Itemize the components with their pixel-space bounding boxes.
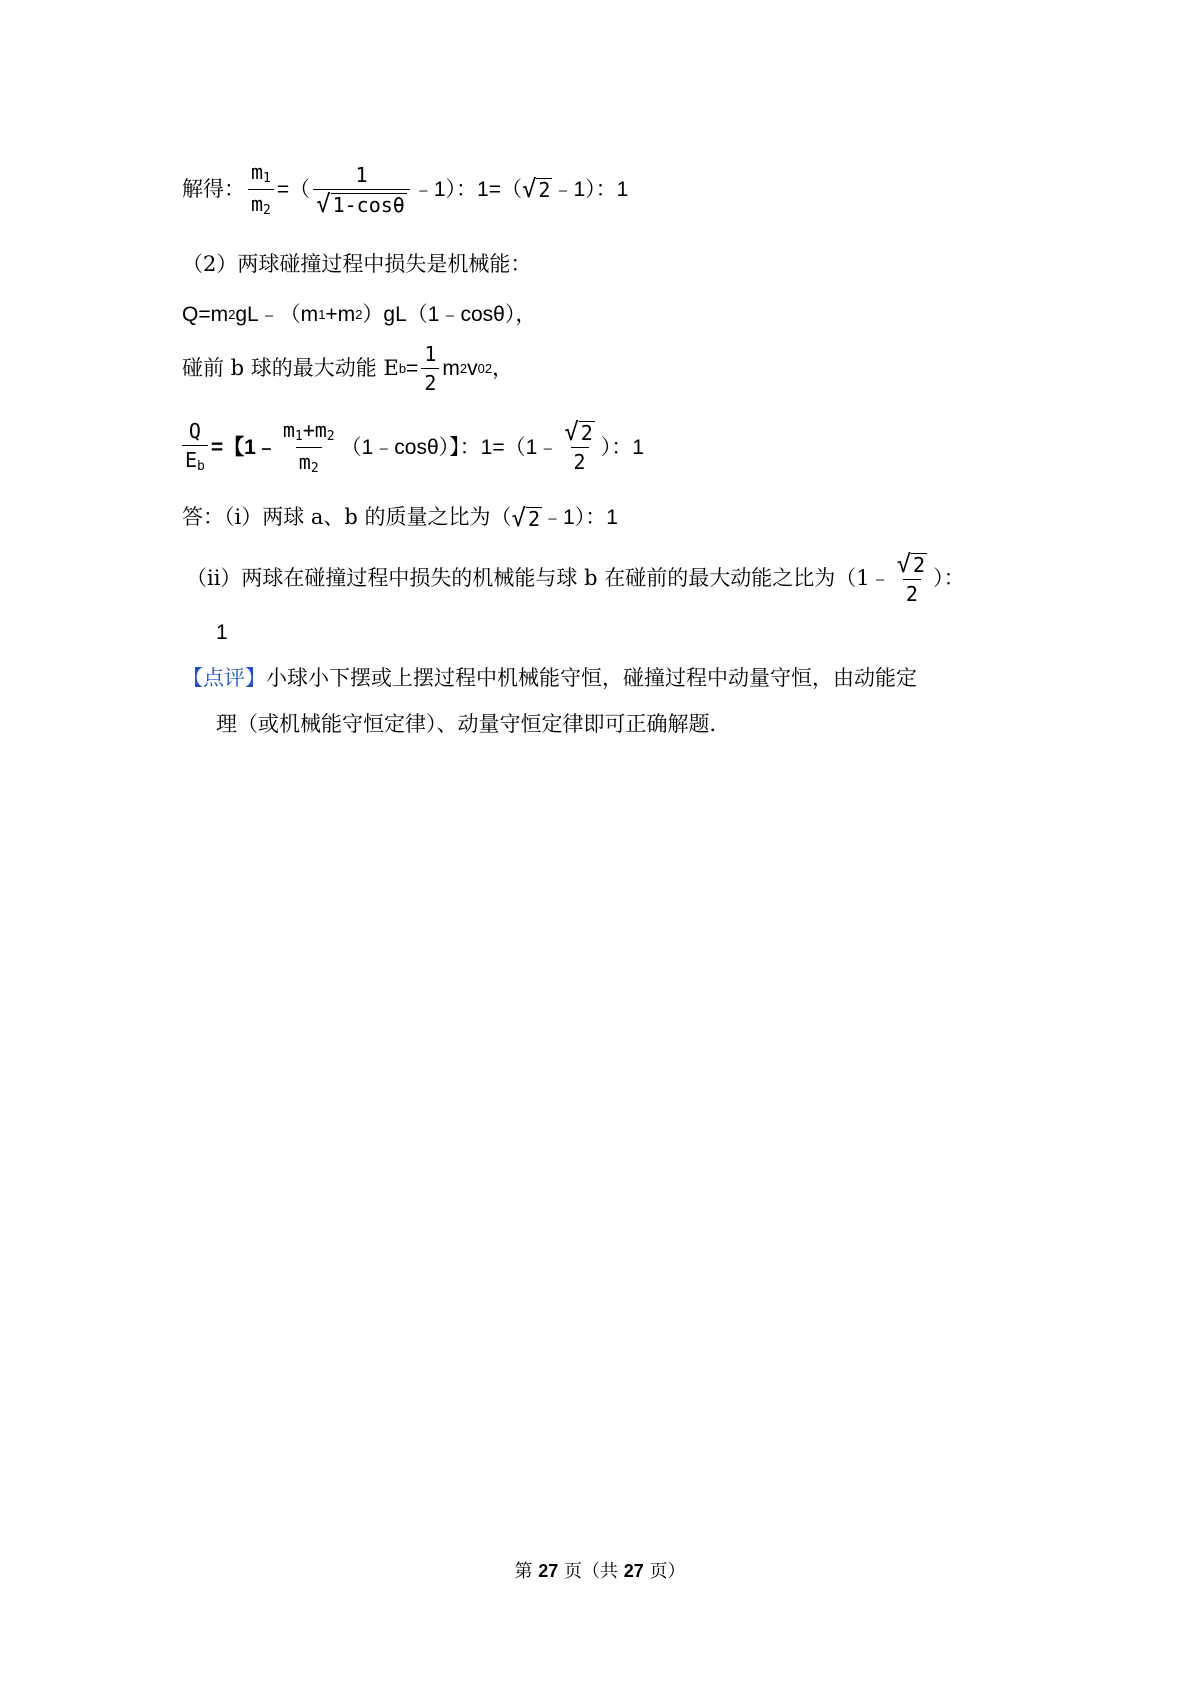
text: 页） xyxy=(643,1561,686,1582)
fraction-q-eb xyxy=(182,419,208,475)
text: 1 xyxy=(318,306,326,322)
text: =（ xyxy=(276,177,311,201)
text: 小球小下摆或上摆过程中机械能守恒，碰撞过程中动量守恒，由动能定 xyxy=(266,666,917,690)
total-pages: 27 xyxy=(623,1561,644,1581)
text: 2 xyxy=(484,360,493,376)
fraction-sqrt2-over-2: √ 2 2 xyxy=(564,418,593,475)
text: 2 xyxy=(527,506,541,531)
text: （1﹣cosθ）】：1=（1﹣ xyxy=(340,435,559,459)
text: 2 xyxy=(903,579,921,606)
fraction-mass-sum xyxy=(280,418,338,476)
text: 理（或机械能守恒定律）、动量守恒定律即可正确解题． xyxy=(216,712,731,736)
text: 碰前 b 球的最大动能 E xyxy=(182,355,399,380)
text: 2 xyxy=(263,202,271,218)
text: ）：1 xyxy=(600,435,644,459)
text: m xyxy=(251,160,264,184)
sqrt-2: √ 2 xyxy=(511,503,541,532)
text: +m xyxy=(325,303,356,326)
solution-line-1 xyxy=(182,160,628,218)
text: ）gL（1﹣cosθ）， xyxy=(362,303,537,326)
text: 1 xyxy=(294,429,303,444)
text: 2 xyxy=(355,306,363,322)
text: 0 xyxy=(477,360,485,376)
text: gL﹣（m xyxy=(235,303,319,326)
text: m xyxy=(282,418,295,442)
text: 1 xyxy=(424,342,437,366)
sqrt-2: √ 2 xyxy=(521,175,551,204)
text: ， xyxy=(492,356,514,380)
sqrt: √ 1-cosθ xyxy=(316,189,405,218)
text: 2 xyxy=(538,178,551,203)
page-footer xyxy=(0,1557,1200,1583)
text: 2 xyxy=(913,553,926,577)
text: b xyxy=(197,459,205,475)
text: （2）两球碰撞过程中损失是机械能： xyxy=(182,252,532,276)
text: 2 xyxy=(580,421,593,446)
text: Q=m xyxy=(182,303,229,326)
text: ﹣1）：1=（ xyxy=(412,177,522,201)
text: = xyxy=(406,356,419,380)
text: v xyxy=(467,356,478,380)
text: m xyxy=(298,449,311,474)
text: ﹣1）：1 xyxy=(552,177,629,201)
fraction-sqrt2-over-2: √ 2 2 xyxy=(896,550,926,606)
text: 第 xyxy=(514,1561,539,1582)
text: b xyxy=(398,360,407,376)
solution-line-3 xyxy=(182,302,536,327)
text: ）： xyxy=(933,567,965,591)
text: （ii）两球在碰撞过程中损失的机械能与球 b 在碰前的最大动能之比为（1﹣ xyxy=(186,566,891,591)
text: 1 xyxy=(216,621,228,644)
answer-line-2 xyxy=(186,552,965,606)
fraction-inverse-sqrt xyxy=(313,163,410,216)
solution-line-4 xyxy=(182,342,513,395)
fraction-one-half xyxy=(421,342,439,395)
text: +m xyxy=(302,418,327,442)
text: 2 xyxy=(421,368,439,395)
text: E xyxy=(185,448,198,473)
text: 2 xyxy=(310,460,319,476)
comment-line-2 xyxy=(216,712,731,737)
comment-tag: 【点评】 xyxy=(182,666,266,690)
page-number: 27 xyxy=(538,1561,559,1581)
text: 答：（i）两球 a、b 的质量之比为（ xyxy=(182,505,512,529)
answer-line-3 xyxy=(216,620,228,645)
comment-line-1 xyxy=(182,666,917,691)
text: m xyxy=(442,356,460,380)
solution-line-5 xyxy=(182,418,644,476)
text: m xyxy=(251,191,264,216)
text: 2 xyxy=(571,447,589,474)
solution-line-2 xyxy=(182,252,531,277)
text: 2 xyxy=(459,360,468,376)
answer-line-1 xyxy=(182,505,618,530)
text: Q xyxy=(188,419,201,444)
text: 1 xyxy=(355,162,368,187)
text: 2 xyxy=(326,429,335,444)
text: 页（共 xyxy=(558,1561,624,1582)
text: 解得： xyxy=(182,176,245,201)
text: 1 xyxy=(263,171,271,186)
fraction-m1-m2 xyxy=(248,160,274,218)
text: =【1﹣ xyxy=(210,435,277,459)
text: 1-cosθ xyxy=(332,192,405,217)
text: 2 xyxy=(228,306,236,322)
text: ﹣1）：1 xyxy=(542,506,618,529)
